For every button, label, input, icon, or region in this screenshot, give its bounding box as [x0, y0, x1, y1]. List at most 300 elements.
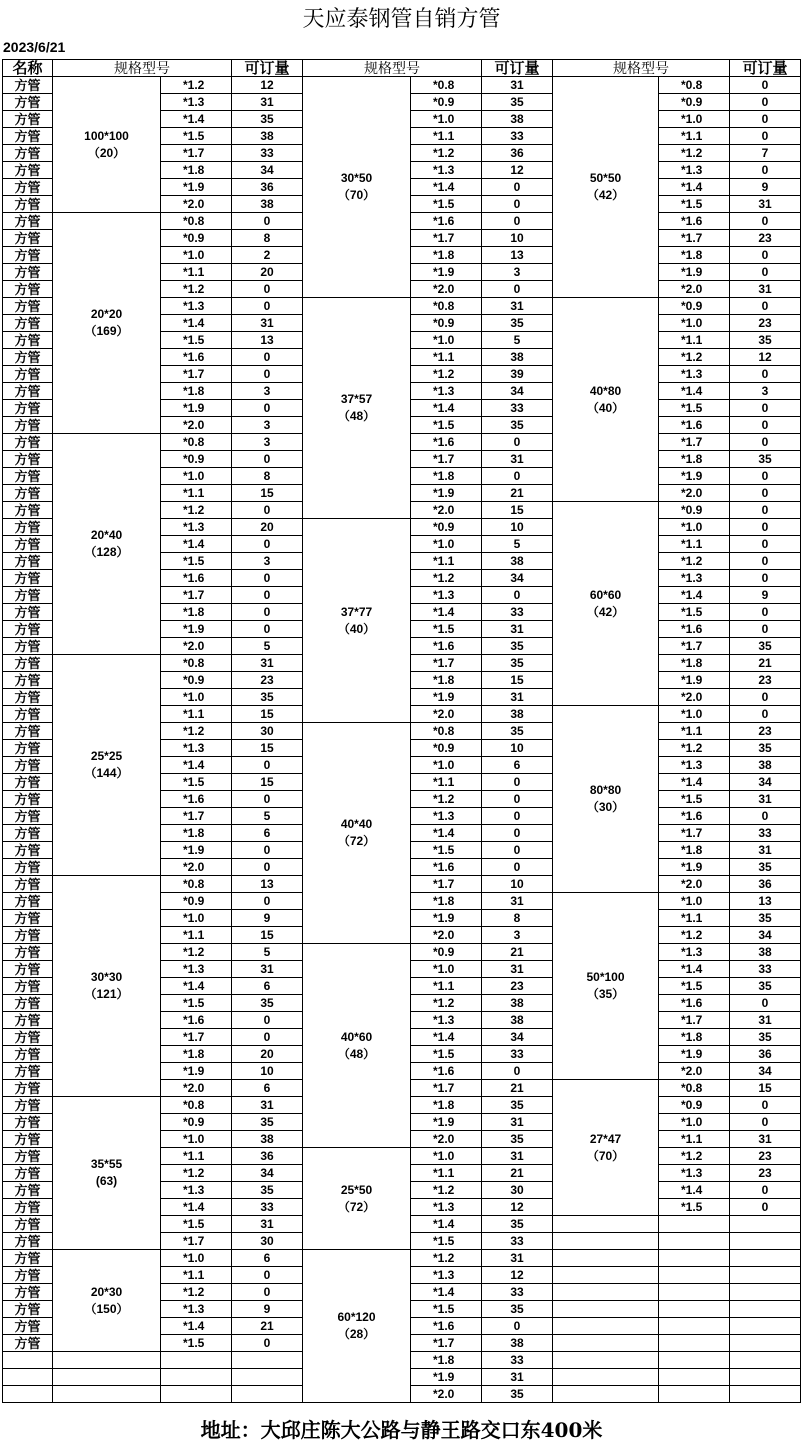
- quantity-cell: 8: [232, 230, 303, 247]
- quantity-cell: 31: [482, 1148, 553, 1165]
- thickness-cell: *1.4: [411, 400, 482, 417]
- quantity-cell: 38: [482, 111, 553, 128]
- thickness-cell: *1.8: [411, 468, 482, 485]
- thickness-cell: *1.7: [161, 808, 232, 825]
- thickness-cell: *2.0: [161, 638, 232, 655]
- thickness-cell: *1.4: [411, 179, 482, 196]
- spec-total: （28）: [337, 1327, 376, 1341]
- product-name-cell: 方管: [3, 672, 53, 689]
- product-name-cell: 方管: [3, 179, 53, 196]
- quantity-cell: 31: [482, 1369, 553, 1386]
- quantity-cell: 0: [730, 366, 801, 383]
- thickness-cell: *1.0: [161, 689, 232, 706]
- thickness-cell: *1.0: [411, 332, 482, 349]
- quantity-cell: 35: [730, 332, 801, 349]
- inventory-table: [2, 59, 801, 1403]
- quantity-cell: 31: [482, 893, 553, 910]
- empty-cell: [659, 1284, 730, 1301]
- empty-cell: [553, 1250, 659, 1267]
- thickness-cell: *1.3: [659, 757, 730, 774]
- product-name-cell: 方管: [3, 1148, 53, 1165]
- quantity-cell: 36: [232, 179, 303, 196]
- quantity-cell: 23: [730, 230, 801, 247]
- spec-group-cell: [53, 213, 161, 434]
- quantity-cell: 34: [730, 1063, 801, 1080]
- quantity-cell: 0: [730, 298, 801, 315]
- empty-cell: [553, 1386, 659, 1403]
- quantity-cell: 13: [232, 876, 303, 893]
- quantity-cell: 20: [232, 1046, 303, 1063]
- thickness-cell: *0.8: [659, 77, 730, 94]
- quantity-cell: 12: [482, 162, 553, 179]
- thickness-cell: *1.5: [659, 604, 730, 621]
- spec-group-cell: [303, 519, 411, 723]
- quantity-cell: 6: [482, 757, 553, 774]
- spec-size: 37*57: [340, 392, 373, 406]
- thickness-cell: *1.3: [411, 587, 482, 604]
- thickness-cell: *1.2: [411, 1182, 482, 1199]
- thickness-cell: *1.4: [161, 315, 232, 332]
- product-name-cell: 方管: [3, 706, 53, 723]
- thickness-cell: *2.0: [411, 1131, 482, 1148]
- thickness-cell: *1.6: [659, 808, 730, 825]
- quantity-cell: 12: [482, 1199, 553, 1216]
- quantity-cell: 35: [232, 1182, 303, 1199]
- quantity-cell: 30: [232, 723, 303, 740]
- quantity-cell: 15: [730, 1080, 801, 1097]
- thickness-cell: *2.0: [411, 927, 482, 944]
- thickness-cell: *1.2: [411, 791, 482, 808]
- thickness-cell: *0.9: [659, 94, 730, 111]
- product-name-cell: 方管: [3, 1250, 53, 1267]
- quantity-cell: 38: [482, 553, 553, 570]
- thickness-cell: *1.9: [659, 672, 730, 689]
- quantity-cell: 20: [232, 264, 303, 281]
- quantity-cell: 34: [232, 1165, 303, 1182]
- thickness-cell: *1.4: [411, 1284, 482, 1301]
- quantity-cell: 0: [730, 94, 801, 111]
- quantity-cell: 35: [730, 451, 801, 468]
- empty-cell: [659, 1369, 730, 1386]
- thickness-cell: *1.1: [161, 1148, 232, 1165]
- quantity-cell: 0: [482, 213, 553, 230]
- thickness-cell: *2.0: [659, 485, 730, 502]
- quantity-cell: 33: [482, 128, 553, 145]
- thickness-cell: *1.1: [659, 723, 730, 740]
- quantity-cell: 0: [232, 400, 303, 417]
- spec-total: （144）: [84, 766, 129, 780]
- quantity-cell: 12: [482, 1267, 553, 1284]
- quantity-cell: 0: [730, 502, 801, 519]
- thickness-cell: *1.4: [161, 978, 232, 995]
- thickness-cell: *1.8: [161, 383, 232, 400]
- product-name-cell: 方管: [3, 485, 53, 502]
- quantity-cell: 31: [730, 196, 801, 213]
- thickness-cell: *1.1: [411, 774, 482, 791]
- thickness-cell: *1.2: [659, 145, 730, 162]
- thickness-cell: *1.9: [161, 842, 232, 859]
- thickness-cell: *0.9: [411, 519, 482, 536]
- thickness-cell: *1.9: [659, 859, 730, 876]
- thickness-cell: *1.7: [659, 825, 730, 842]
- quantity-cell: 0: [730, 621, 801, 638]
- thickness-cell: *1.3: [411, 808, 482, 825]
- product-name-cell: 方管: [3, 162, 53, 179]
- thickness-cell: *1.2: [161, 723, 232, 740]
- quantity-cell: 0: [730, 536, 801, 553]
- thickness-cell: *1.1: [161, 706, 232, 723]
- quantity-cell: 33: [482, 1352, 553, 1369]
- spec-group-cell: [53, 434, 161, 655]
- quantity-cell: 0: [232, 893, 303, 910]
- empty-cell: [659, 1233, 730, 1250]
- thickness-cell: *2.0: [161, 417, 232, 434]
- quantity-cell: 0: [232, 859, 303, 876]
- quantity-cell: 35: [232, 995, 303, 1012]
- empty-cell: [659, 1301, 730, 1318]
- header-qty: 可订量: [482, 60, 553, 77]
- quantity-cell: 0: [730, 604, 801, 621]
- thickness-cell: *1.7: [411, 1335, 482, 1352]
- quantity-cell: 8: [482, 910, 553, 927]
- thickness-cell: *1.3: [659, 570, 730, 587]
- address-footer: 地址：大邱庄陈大公路与静王路交口东400米: [200, 1418, 603, 1442]
- product-name-cell: 方管: [3, 723, 53, 740]
- spec-group-cell: [553, 1080, 659, 1216]
- quantity-cell: 38: [232, 1131, 303, 1148]
- thickness-cell: *1.6: [161, 349, 232, 366]
- spec-total: （169）: [84, 324, 129, 338]
- quantity-cell: 31: [482, 298, 553, 315]
- empty-cell: [730, 1352, 801, 1369]
- quantity-cell: 10: [482, 519, 553, 536]
- product-name-cell: 方管: [3, 1301, 53, 1318]
- spec-group-cell: [53, 1250, 161, 1352]
- thickness-cell: *1.1: [161, 1267, 232, 1284]
- thickness-cell: *1.5: [659, 196, 730, 213]
- thickness-cell: *1.9: [411, 264, 482, 281]
- thickness-cell: *1.7: [411, 655, 482, 672]
- thickness-cell: *1.5: [411, 196, 482, 213]
- empty-cell: [730, 1250, 801, 1267]
- product-name-cell: 方管: [3, 1131, 53, 1148]
- quantity-cell: 35: [482, 315, 553, 332]
- thickness-cell: *1.2: [161, 502, 232, 519]
- product-name-cell: 方管: [3, 825, 53, 842]
- quantity-cell: 33: [232, 145, 303, 162]
- quantity-cell: 0: [482, 774, 553, 791]
- thickness-cell: *1.6: [411, 1063, 482, 1080]
- thickness-cell: *1.5: [411, 1046, 482, 1063]
- thickness-cell: *1.3: [659, 366, 730, 383]
- thickness-cell: *1.3: [411, 1199, 482, 1216]
- spec-size: 50*50: [589, 171, 622, 185]
- empty-cell: [53, 1352, 161, 1369]
- spec-size: 40*80: [589, 383, 622, 398]
- spec-size: 80*80: [589, 783, 622, 797]
- empty-cell: [730, 1216, 801, 1233]
- thickness-cell: *1.0: [659, 1114, 730, 1131]
- thickness-cell: *1.1: [659, 910, 730, 927]
- thickness-cell: *1.0: [411, 536, 482, 553]
- quantity-cell: 6: [232, 978, 303, 995]
- product-name-cell: 方管: [3, 315, 53, 332]
- empty-cell: [53, 1369, 161, 1386]
- spec-group-cell: [303, 1148, 411, 1250]
- thickness-cell: *1.8: [659, 842, 730, 859]
- empty-cell: [730, 1267, 801, 1284]
- thickness-cell: *1.3: [659, 162, 730, 179]
- quantity-cell: 33: [482, 400, 553, 417]
- spec-group-cell: [303, 944, 411, 1148]
- product-name-cell: 方管: [3, 1182, 53, 1199]
- quantity-cell: 21: [482, 1165, 553, 1182]
- quantity-cell: 0: [232, 213, 303, 230]
- quantity-cell: 3: [232, 417, 303, 434]
- thickness-cell: *1.8: [659, 1029, 730, 1046]
- product-name-cell: 方管: [3, 689, 53, 706]
- thickness-cell: *1.2: [659, 553, 730, 570]
- product-name-cell: 方管: [3, 536, 53, 553]
- quantity-cell: 0: [730, 111, 801, 128]
- quantity-cell: 0: [482, 196, 553, 213]
- thickness-cell: *0.9: [411, 315, 482, 332]
- quantity-cell: 31: [730, 1012, 801, 1029]
- thickness-cell: *1.3: [161, 740, 232, 757]
- thickness-cell: *1.5: [659, 1199, 730, 1216]
- quantity-cell: 0: [232, 1267, 303, 1284]
- thickness-cell: *1.6: [411, 1318, 482, 1335]
- quantity-cell: 3: [482, 927, 553, 944]
- thickness-cell: *2.0: [411, 706, 482, 723]
- table-body: [3, 77, 801, 1403]
- product-name-cell: 方管: [3, 859, 53, 876]
- quantity-cell: 31: [482, 621, 553, 638]
- quantity-cell: 15: [232, 485, 303, 502]
- empty-cell: [659, 1318, 730, 1335]
- spec-total: （42）: [586, 188, 625, 202]
- spec-total: （20）: [87, 145, 126, 160]
- empty-cell: [161, 1369, 232, 1386]
- quantity-cell: 23: [730, 1165, 801, 1182]
- quantity-cell: 31: [482, 961, 553, 978]
- quantity-cell: 35: [482, 1216, 553, 1233]
- quantity-cell: 36: [482, 145, 553, 162]
- quantity-cell: 12: [232, 77, 303, 94]
- empty-cell: [553, 1301, 659, 1318]
- quantity-cell: 35: [730, 910, 801, 927]
- thickness-cell: *0.9: [659, 1097, 730, 1114]
- product-name-cell: 方管: [3, 1097, 53, 1114]
- product-name-cell: 方管: [3, 978, 53, 995]
- quantity-cell: 0: [232, 536, 303, 553]
- product-name-cell: 方管: [3, 94, 53, 111]
- quantity-cell: 35: [482, 1097, 553, 1114]
- empty-cell: [659, 1267, 730, 1284]
- thickness-cell: *1.3: [161, 961, 232, 978]
- thickness-cell: *1.8: [411, 893, 482, 910]
- quantity-cell: 31: [482, 1250, 553, 1267]
- empty-cell: [553, 1335, 659, 1352]
- thickness-cell: *1.2: [659, 1148, 730, 1165]
- quantity-cell: 5: [482, 536, 553, 553]
- thickness-cell: *1.4: [161, 111, 232, 128]
- spec-group-cell: [53, 77, 161, 213]
- thickness-cell: *1.5: [161, 332, 232, 349]
- empty-cell: [659, 1250, 730, 1267]
- quantity-cell: 35: [482, 638, 553, 655]
- thickness-cell: *1.7: [161, 587, 232, 604]
- thickness-cell: *1.5: [411, 1301, 482, 1318]
- thickness-cell: *0.8: [161, 1097, 232, 1114]
- empty-cell: [659, 1386, 730, 1403]
- product-name-cell: 方管: [3, 808, 53, 825]
- quantity-cell: 0: [730, 264, 801, 281]
- quantity-cell: 0: [730, 485, 801, 502]
- spec-total: （40）: [586, 400, 625, 415]
- thickness-cell: *1.2: [161, 281, 232, 298]
- thickness-cell: *1.4: [659, 383, 730, 400]
- thickness-cell: *2.0: [161, 859, 232, 876]
- quantity-cell: 0: [482, 1063, 553, 1080]
- thickness-cell: *1.1: [659, 536, 730, 553]
- thickness-cell: *1.3: [411, 383, 482, 400]
- spec-group-cell: [53, 876, 161, 1097]
- thickness-cell: *1.5: [161, 553, 232, 570]
- thickness-cell: *2.0: [411, 502, 482, 519]
- spec-size: 100*100: [84, 128, 129, 143]
- spec-total: （30）: [586, 800, 625, 814]
- quantity-cell: 0: [232, 349, 303, 366]
- quantity-cell: 6: [232, 1250, 303, 1267]
- thickness-cell: *0.9: [161, 1114, 232, 1131]
- product-name-cell: 方管: [3, 468, 53, 485]
- thickness-cell: *1.2: [411, 1250, 482, 1267]
- product-name-cell: 方管: [3, 621, 53, 638]
- product-name-cell: 方管: [3, 1233, 53, 1250]
- thickness-cell: *1.5: [161, 995, 232, 1012]
- product-name-cell: 方管: [3, 1318, 53, 1335]
- product-name-cell: 方管: [3, 519, 53, 536]
- thickness-cell: *1.4: [659, 587, 730, 604]
- thickness-cell: *1.1: [411, 553, 482, 570]
- thickness-cell: *1.7: [411, 876, 482, 893]
- product-name-cell: 方管: [3, 995, 53, 1012]
- thickness-cell: *1.1: [411, 349, 482, 366]
- thickness-cell: *1.4: [659, 961, 730, 978]
- quantity-cell: 35: [730, 638, 801, 655]
- product-name-cell: 方管: [3, 417, 53, 434]
- quantity-cell: 6: [232, 1080, 303, 1097]
- thickness-cell: *1.6: [161, 1012, 232, 1029]
- thickness-cell: *1.0: [659, 315, 730, 332]
- quantity-cell: 35: [482, 655, 553, 672]
- spec-size: 25*25: [90, 749, 123, 763]
- thickness-cell: *1.4: [161, 1199, 232, 1216]
- product-name-cell: 方管: [3, 655, 53, 672]
- quantity-cell: 35: [232, 689, 303, 706]
- spec-total: （35）: [586, 987, 625, 1001]
- quantity-cell: 38: [482, 995, 553, 1012]
- product-name-cell: 方管: [3, 1063, 53, 1080]
- thickness-cell: *1.0: [161, 247, 232, 264]
- thickness-cell: *1.3: [161, 1182, 232, 1199]
- product-name-cell: 方管: [3, 111, 53, 128]
- quantity-cell: 38: [482, 1012, 553, 1029]
- quantity-cell: 0: [730, 1199, 801, 1216]
- quantity-cell: 36: [232, 1148, 303, 1165]
- thickness-cell: *1.2: [411, 145, 482, 162]
- thickness-cell: *1.0: [411, 111, 482, 128]
- quantity-cell: 34: [482, 383, 553, 400]
- thickness-cell: *0.9: [411, 94, 482, 111]
- thickness-cell: *1.9: [161, 400, 232, 417]
- empty-cell: [730, 1233, 801, 1250]
- spec-total: （72）: [337, 834, 376, 848]
- product-name-cell: 方管: [3, 1267, 53, 1284]
- quantity-cell: 31: [232, 315, 303, 332]
- thickness-cell: *1.4: [659, 179, 730, 196]
- quantity-cell: 31: [730, 791, 801, 808]
- empty-cell: [553, 1284, 659, 1301]
- spec-total: （48）: [337, 1046, 376, 1061]
- quantity-cell: 9: [232, 1301, 303, 1318]
- quantity-cell: 21: [482, 485, 553, 502]
- thickness-cell: *1.1: [411, 1165, 482, 1182]
- quantity-cell: 23: [730, 315, 801, 332]
- spec-size: 20*30: [90, 1284, 123, 1299]
- thickness-cell: *1.8: [411, 1097, 482, 1114]
- spec-size: 60*60: [589, 587, 622, 602]
- empty-cell: [553, 1318, 659, 1335]
- thickness-cell: *1.1: [659, 332, 730, 349]
- spec-group-cell: [53, 1097, 161, 1250]
- quantity-cell: 35: [482, 1301, 553, 1318]
- product-name-cell: 方管: [3, 1114, 53, 1131]
- spec-size: 27*47: [589, 1131, 622, 1146]
- table-header-row: [3, 60, 801, 77]
- spec-total: （128）: [84, 545, 129, 559]
- product-name-cell: 方管: [3, 961, 53, 978]
- thickness-cell: *0.9: [411, 944, 482, 961]
- empty-cell: [730, 1301, 801, 1318]
- thickness-cell: *1.7: [161, 366, 232, 383]
- thickness-cell: *1.3: [659, 1165, 730, 1182]
- thickness-cell: *2.0: [161, 196, 232, 213]
- thickness-cell: *1.3: [161, 519, 232, 536]
- thickness-cell: *1.0: [411, 1148, 482, 1165]
- quantity-cell: 15: [482, 672, 553, 689]
- quantity-cell: 38: [730, 757, 801, 774]
- empty-cell: [730, 1318, 801, 1335]
- quantity-cell: 34: [482, 570, 553, 587]
- thickness-cell: *0.8: [161, 213, 232, 230]
- quantity-cell: 31: [730, 842, 801, 859]
- thickness-cell: *1.0: [411, 757, 482, 774]
- thickness-cell: *1.7: [411, 1080, 482, 1097]
- quantity-cell: 23: [730, 672, 801, 689]
- quantity-cell: 0: [730, 706, 801, 723]
- quantity-cell: 5: [232, 638, 303, 655]
- quantity-cell: 0: [482, 434, 553, 451]
- product-name-cell: 方管: [3, 196, 53, 213]
- spec-group-cell: [303, 298, 411, 519]
- thickness-cell: *1.1: [659, 1131, 730, 1148]
- product-name-cell: 方管: [3, 842, 53, 859]
- empty-cell: [161, 1352, 232, 1369]
- thickness-cell: *1.4: [411, 1029, 482, 1046]
- spec-group-cell: [303, 723, 411, 944]
